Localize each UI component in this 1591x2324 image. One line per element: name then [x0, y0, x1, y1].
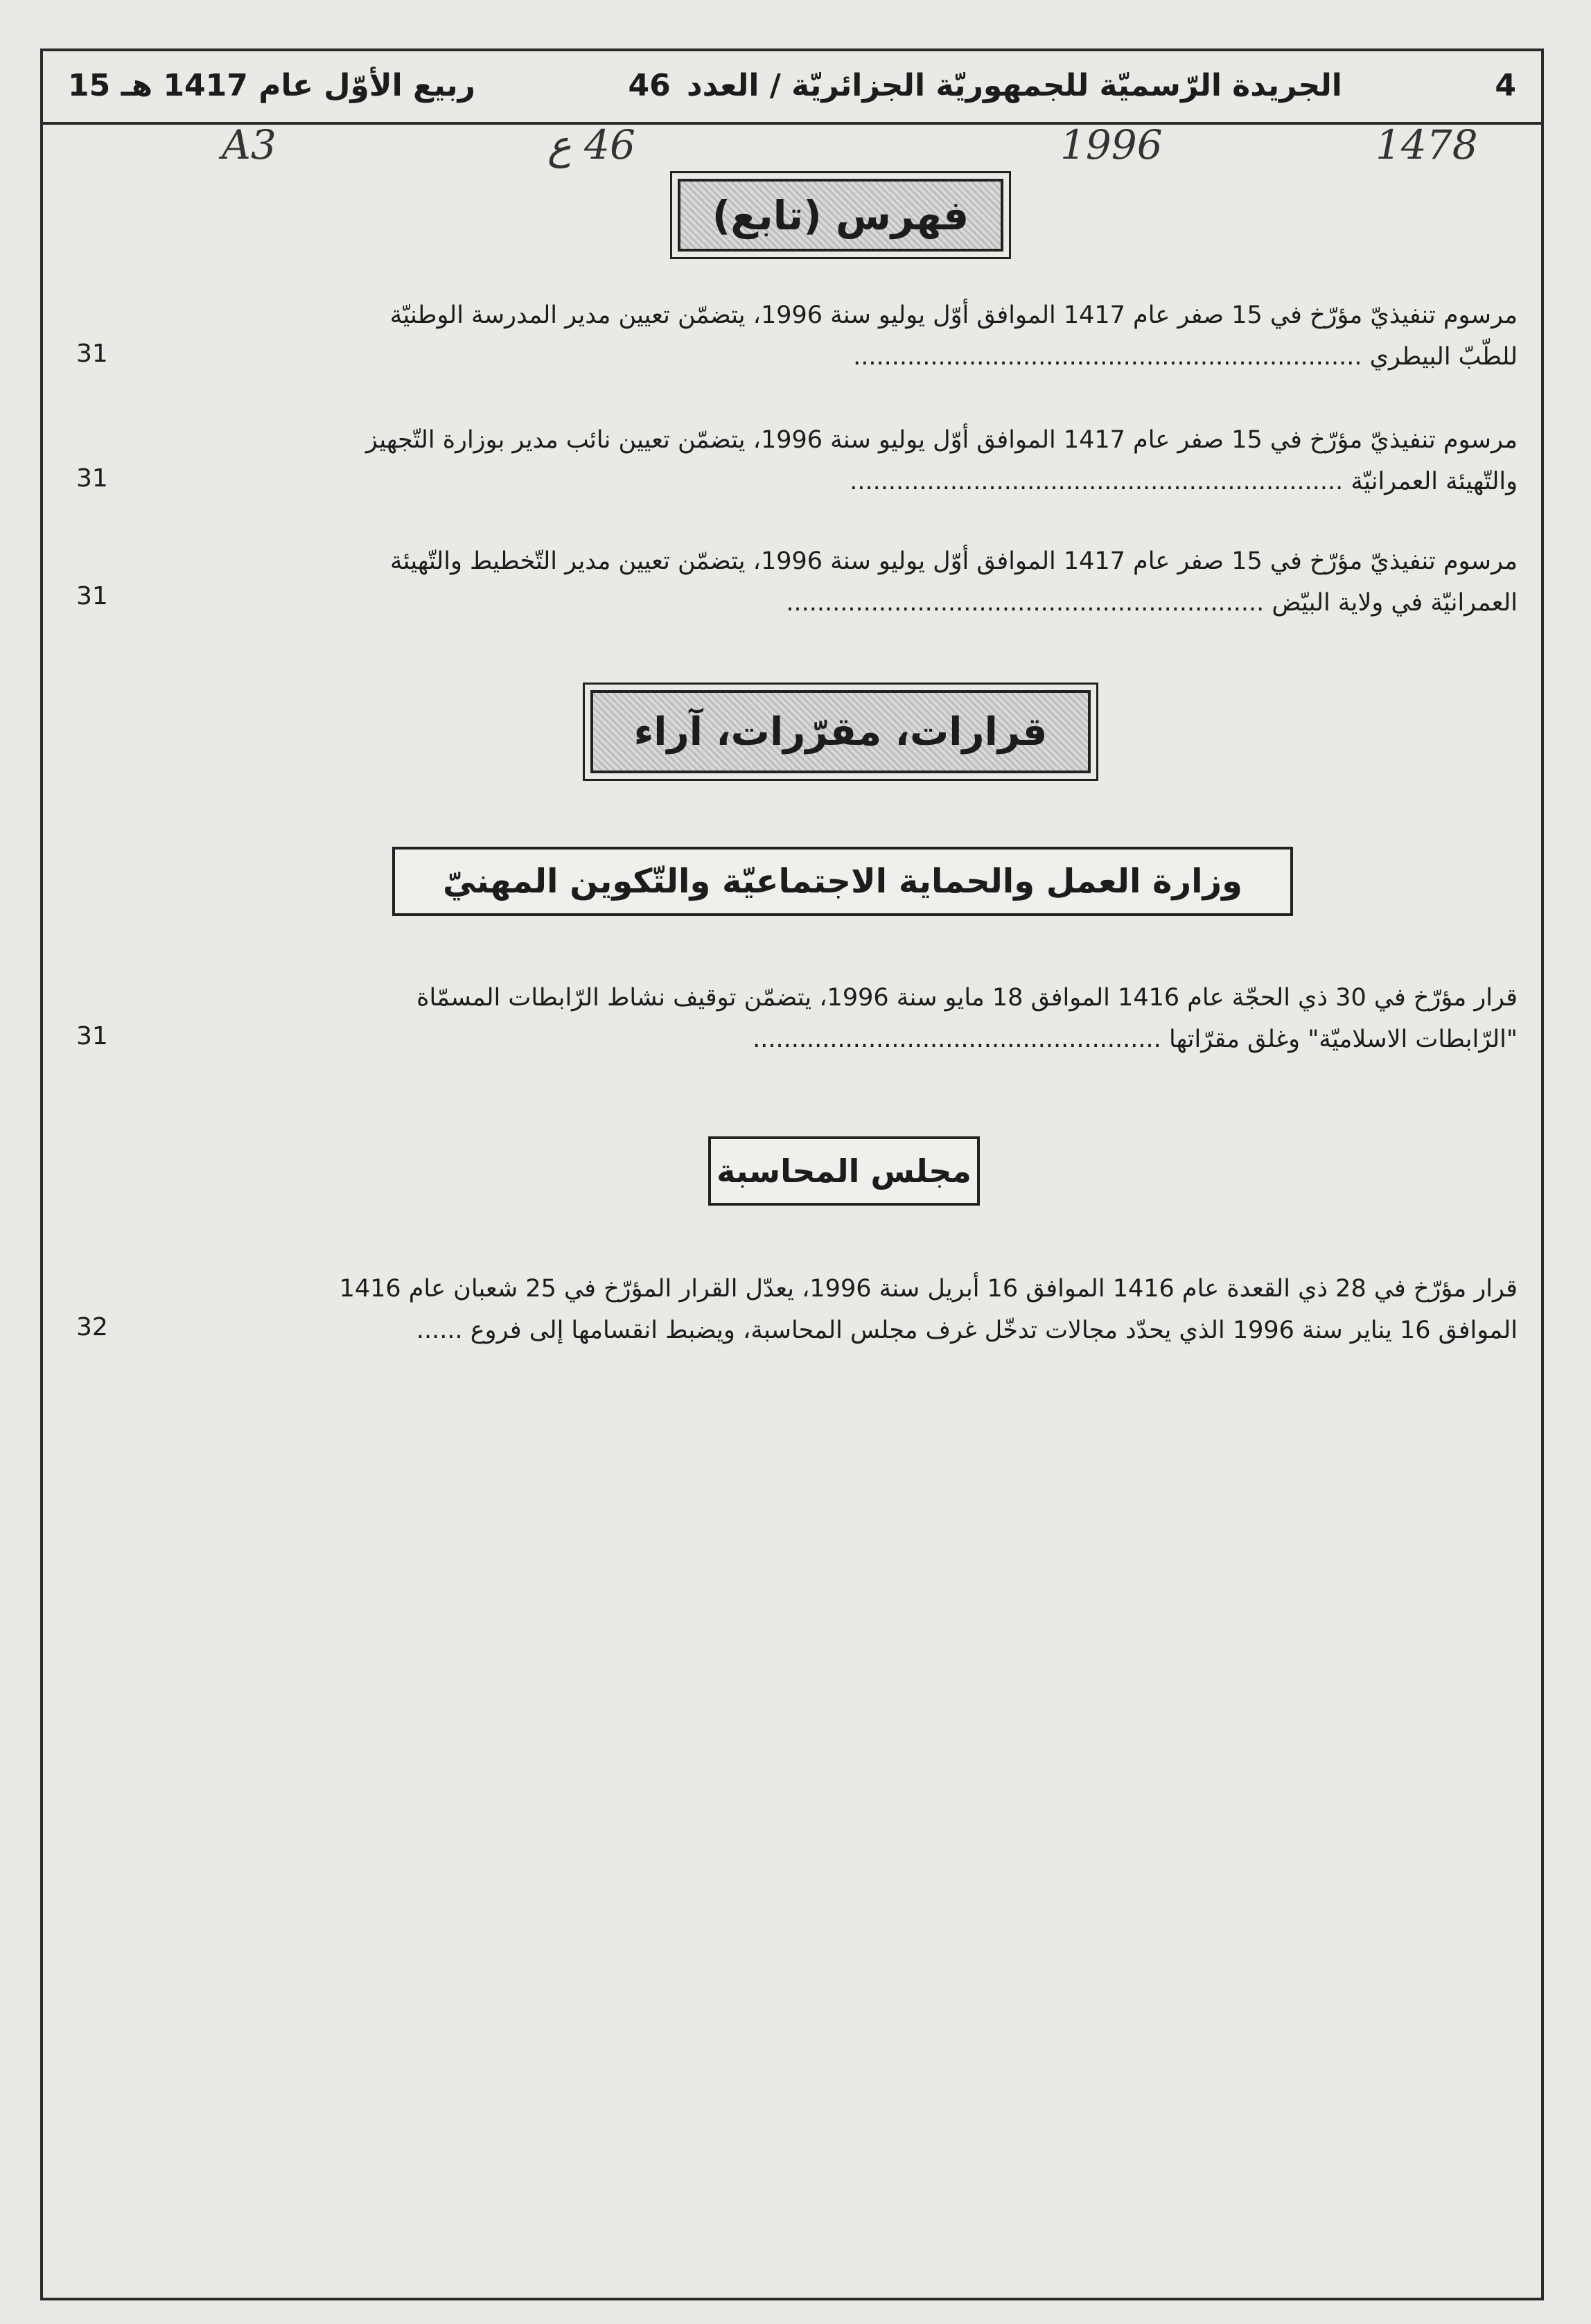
- entry-line: مرسوم تنفيذيّ مؤرّخ في 15 صفر عام 1417 الموافق أوّل يوليو سنة 1996، يتضمّن تعيين مدير التّخطيط والتّهيئة: [390, 547, 1518, 575]
- header-page-number: 4: [1495, 67, 1516, 103]
- header-date: 15 ربيع الأوّل عام 1417 هـ: [68, 67, 475, 103]
- dot-leader: .....................................................: [753, 1025, 1161, 1053]
- toc-page-number: 31: [76, 1022, 108, 1050]
- entry-line: [166, 336, 1518, 378]
- dot-leader: ................................................................: [850, 468, 1344, 495]
- toc-entry-2: [166, 419, 1518, 502]
- entry-line: [166, 582, 1518, 624]
- header-title-group: [628, 68, 1342, 103]
- toc-page-number: 31: [76, 582, 108, 610]
- header-title: الجريدة الرّسميّة للجمهوريّة الجزائريّة / العدد: [687, 67, 1342, 103]
- entry-line-text: والتّهيئة العمرانيّة: [1351, 468, 1518, 495]
- ministry-title: وزارة العمل والحماية الاجتماعيّة والتّكوين المهنيّ: [392, 847, 1293, 916]
- entry-line: قرار مؤرّخ في 28 ذي القعدة عام 1416 الموافق 16 أبريل سنة 1996، يعدّل القرار المؤرّخ في 25 شعبان عام 1416: [339, 1275, 1518, 1303]
- entry-line-text: العمرانيّة في ولاية البيّض: [1272, 589, 1518, 617]
- dot-leader: ......: [416, 1317, 463, 1344]
- court-title: مجلس المحاسبة: [708, 1136, 980, 1206]
- entry-line: [166, 1019, 1518, 1060]
- toc-page-number: 31: [76, 464, 108, 493]
- handwritten-year: 1996: [1060, 121, 1163, 168]
- index-title: فهرس (تابع): [678, 179, 1003, 252]
- dot-leader: ..................................................................: [853, 343, 1362, 371]
- handwritten-hijri-year: 1478: [1375, 121, 1478, 168]
- decisions-title: قرارات، مقرّرات، آراء: [590, 690, 1091, 773]
- toc-entry-3: [166, 540, 1518, 624]
- handwritten-issue: 46 ع: [547, 121, 635, 168]
- entry-line: مرسوم تنفيذيّ مؤرّخ في 15 صفر عام 1417 الموافق أوّل يوليو سنة 1996، يتضمّن تعيين مدير المدرسة الوطنيّة: [389, 301, 1518, 329]
- dot-leader: ..............................................................: [786, 589, 1265, 617]
- entry-line-text: "الرّابطات الاسلاميّة" وغلق مقرّاتها: [1168, 1025, 1518, 1053]
- toc-entry-4: [166, 977, 1518, 1060]
- entry-line-text: الموافق 16 يناير سنة 1996 الذي يحدّد مجالات تدخّل غرف مجلس المحاسبة، ويضبط انقسامها إلى فروع: [470, 1317, 1518, 1344]
- header-issue: 46: [628, 67, 671, 103]
- entry-line: [166, 461, 1518, 502]
- entry-line: مرسوم تنفيذيّ مؤرّخ في 15 صفر عام 1417 الموافق أوّل يوليو سنة 1996، يتضمّن تعيين نائب مدير بوزارة التّجهيز: [366, 426, 1518, 454]
- entry-line-text: للطّبّ البيطري: [1369, 343, 1518, 371]
- toc-entry-5: [166, 1268, 1518, 1351]
- entry-line: [166, 1310, 1518, 1351]
- handwritten-code: A3: [222, 121, 276, 168]
- entry-line: قرار مؤرّخ في 30 ذي الحجّة عام 1416 الموافق 18 مايو سنة 1996، يتضمّن توقيف نشاط الرّابطات المسمّاة: [416, 984, 1518, 1012]
- toc-entry-1: [166, 294, 1518, 378]
- toc-page-number: 32: [76, 1313, 108, 1341]
- toc-page-number: 31: [76, 340, 108, 368]
- page-header: [40, 49, 1544, 125]
